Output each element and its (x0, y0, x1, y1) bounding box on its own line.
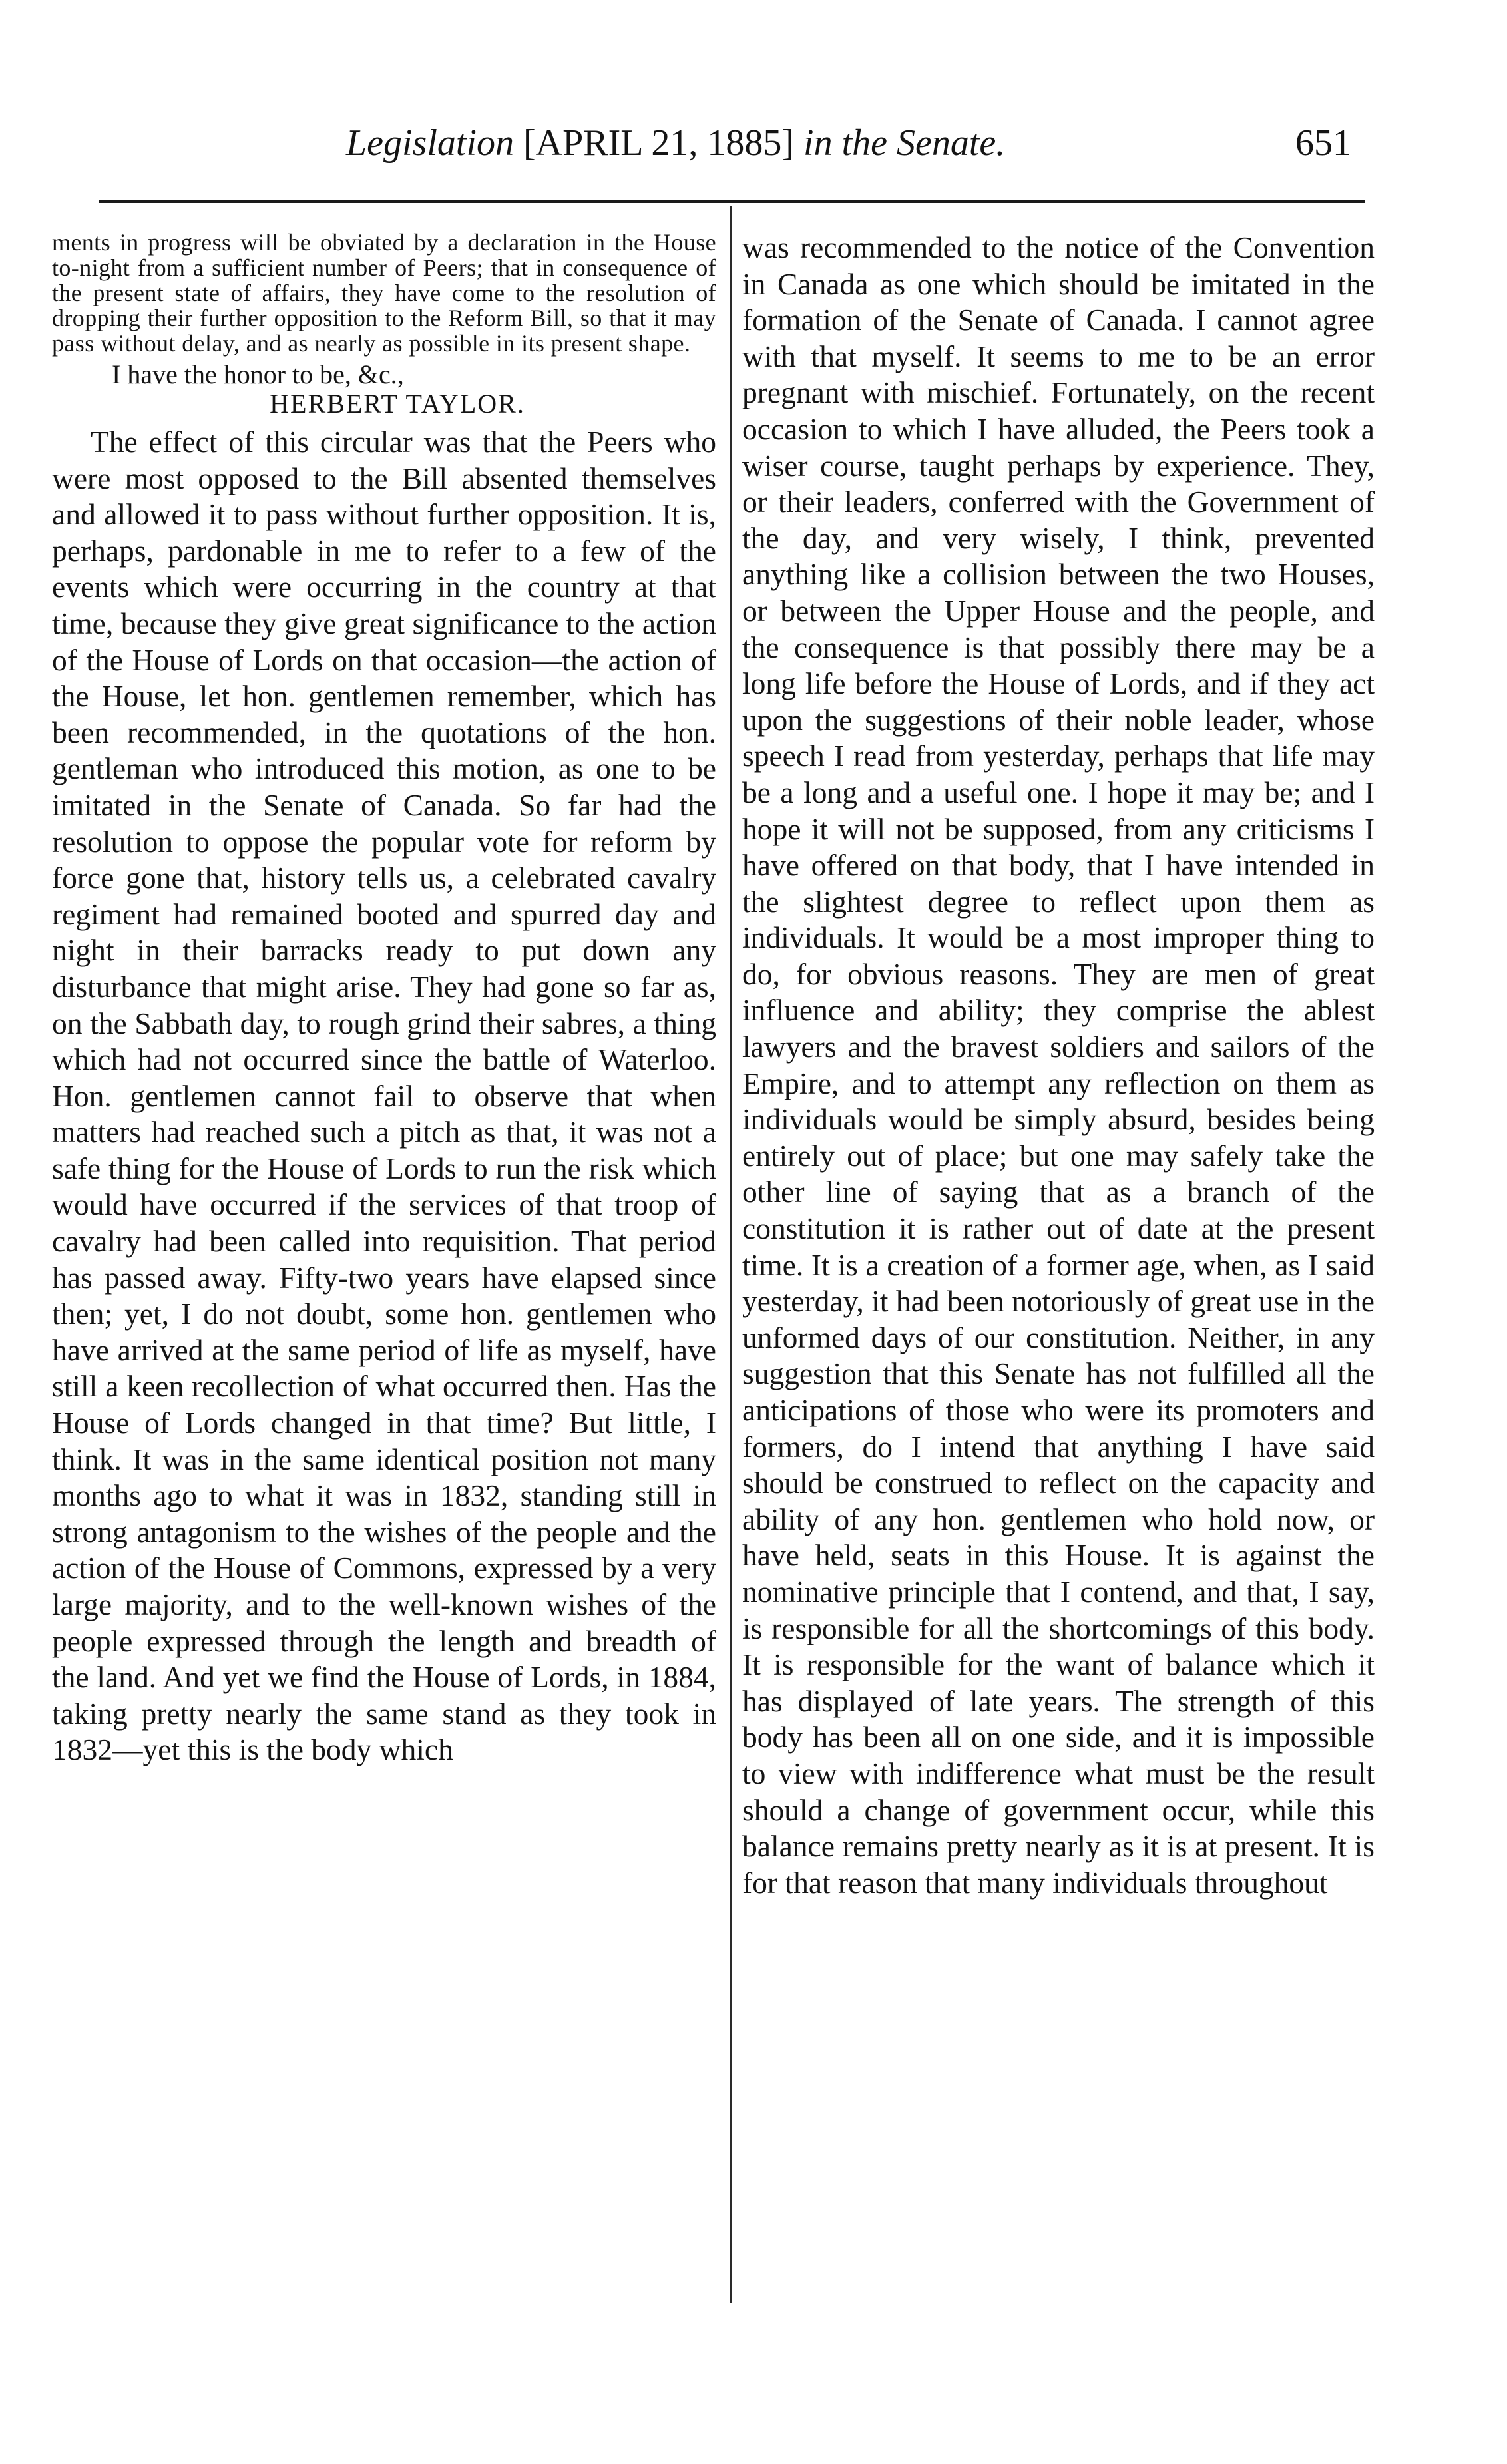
header-rule (99, 200, 1365, 203)
title-date: [APRIL 21, 1885] (523, 122, 795, 164)
left-column (52, 230, 716, 1768)
left-body-paragraph: The effect of this circular was that the Peers who were most opposed to the Bill absented themselves and allowed it to pass without further opposition. It is, perhaps, pardonable in me to refer to a few of the events which were occurring in the country at that time, because they give great significance to the action of the House of Lords on that occasion—the action of the House, let hon. gentlemen remember, which has been recommended, in the quotations of the hon. gentleman who introduced this motion, as one to be imitated in the Senate of Canada. So far had the resolution to oppose the popular vote for reform by force gone that, history tells us, a celebrated cavalry regiment had remained booted and spurred day and night in their barracks ready to put down any disturbance that might arise. They had gone so far as, on the Sabbath day, to rough grind their sabres, a thing which had not occurred since the battle of Waterloo. Hon. gentlemen cannot fail to observe that when matters had reached such a pitch as that, it was not a safe thing for the House of Lords to run the risk which would have occurred if the services of that troop of cavalry had been called into requisition. That period has passed away. Fifty-two years have elapsed since then; yet, I do not doubt, some hon. gentlemen who have arrived at the same period of life as myself, have still a keen recollection of what occurred then. Has the House of Lords changed in that time? But little, I think. It was in the same identical position not many months ago to what it was in 1832, standing still in strong antagonism to the wishes of the people and the action of the House of Commons, expressed by a very large majority, and to the well-known wishes of the people expressed through the length and breadth of the land. And yet we find the House of Lords, in 1884, taking pretty nearly the same stand as they took in 1832—yet this is the body which (52, 425, 716, 1767)
title-in-the-senate: in the Senate. (803, 122, 1006, 164)
letter-signature: HERBERT TAYLOR. (270, 389, 525, 419)
letter-closing: I have the honor to be, &c., (112, 359, 404, 389)
running-head (100, 113, 1365, 173)
title-legislation: Legislation (346, 122, 515, 164)
page-title (346, 113, 1005, 173)
right-column (742, 230, 1375, 1901)
page-number: 651 (1295, 122, 1351, 164)
quoted-letter-text: ments in progress will be obviated by a declaration in the House to-night from a sufficient number of Peers; that in consequence of the present state of affairs, they have come to the resolution of dropping their further opposition to the Reform Bill, so that it may pass without delay, and as nearly as possible in its present shape. (52, 229, 716, 357)
column-divider (730, 206, 732, 2303)
right-body-paragraph: was recommended to the notice of the Convention in Canada as one which should be imitated in the formation of the Senate of Canada. I cannot agree with that myself. It seems to me to be an error pregnant with mischief. Fortunately, on the recent occasion to which I have alluded, the Peers took a wiser course, taught perhaps by experience. They, or their leaders, conferred with the Government of the day, and very wisely, I think, prevented anything like a collision between the two Houses, or between the Upper House and the people, and the consequence is that possibly there may be a long life before the House of Lords, and if they act upon the suggestions of their noble leader, whose speech I read from yesterday, perhaps that life may be a long and a useful one. I hope it may be; and I hope it will not be supposed, from any criticisms I have offered on that body, that I have intended in the slightest degree to reflect upon them as individuals. It would be a most improper thing to do, for obvious reasons. They are men of great influence and ability; they comprise the ablest lawyers and the bravest soldiers and sailors of the Empire, and to attempt any reflection on them as individuals would be simply absurd, besides being entirely out of place; but one may safely take the other line of saying that as a branch of the constitution it is rather out of date at the present time. It is a creation of a former age, when, as I said yesterday, it had been notoriously of great use in the unformed days of our constitution. Neither, in any suggestion that this Senate has not fulfilled all the anticipations of those who were its promoters and formers, do I intend that anything I have said should be construed to reflect on the capacity and ability of any hon. gentlemen who hold now, or have held, seats in this House. It is against the nominative principle that I contend, and that, I say, is responsible for all the shortcomings of this body. It is responsible for the want of balance which it has displayed of late years. The strength of this body has been all on one side, and it is impossible to view with indifference what must be the result should a change of government occur, while this balance remains pretty nearly as it is at present. It is for that reason that many individuals throughout (742, 230, 1375, 1900)
